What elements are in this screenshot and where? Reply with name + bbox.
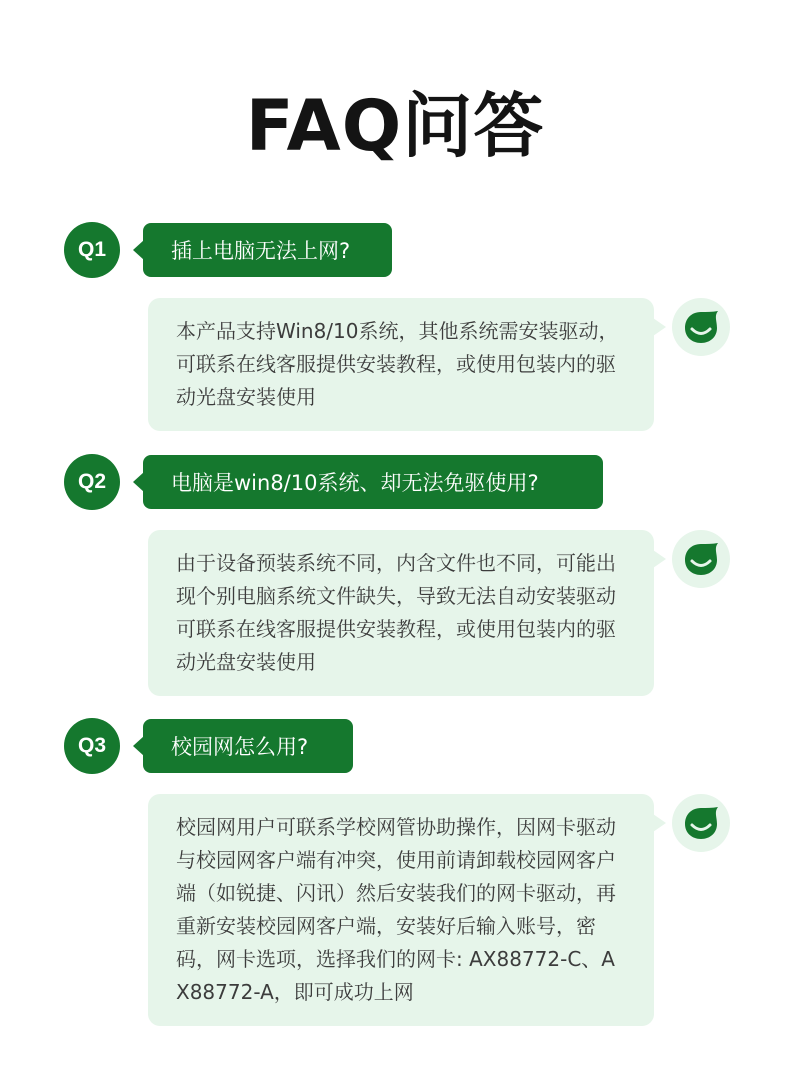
answer-bubble: 校园网用户可联系学校网管协助操作，因网卡驱动与校园网客户端有冲突，使用前请卸载校园网客户端（如锐捷、闪讯）然后安装我们的网卡驱动，再重新安装校园网客户端，安装好后输入账号，密码，网卡选项，选择我们的网卡: AX88772-C、AX88772-A，即可成功上网 (148, 794, 654, 1026)
question-bubble: 电脑是win8/10系统、却无法免驱使用? (143, 455, 603, 509)
smiling-leaf-icon (672, 794, 730, 852)
question-bubble: 插上电脑无法上网? (143, 223, 392, 277)
answer-bubble: 由于设备预装系统不同，内含文件也不同，可能出现个别电脑系统文件缺失，导致无法自动安装驱动 可联系在线客服提供安装教程，或使用包装内的驱动光盘安装使用 (148, 530, 654, 696)
smiling-leaf-icon (672, 530, 730, 588)
smiling-leaf-icon (672, 298, 730, 356)
question-badge: Q1 (64, 222, 120, 278)
question-badge: Q2 (64, 454, 120, 510)
question-badge: Q3 (64, 718, 120, 774)
page-title: FAQ问答 (245, 85, 545, 167)
answer-bubble: 本产品支持Win8/10系统，其他系统需安装驱动，可联系在线客服提供安装教程，或使用包装内的驱动光盘安装使用 (148, 298, 654, 431)
question-bubble: 校园网怎么用? (143, 719, 353, 773)
